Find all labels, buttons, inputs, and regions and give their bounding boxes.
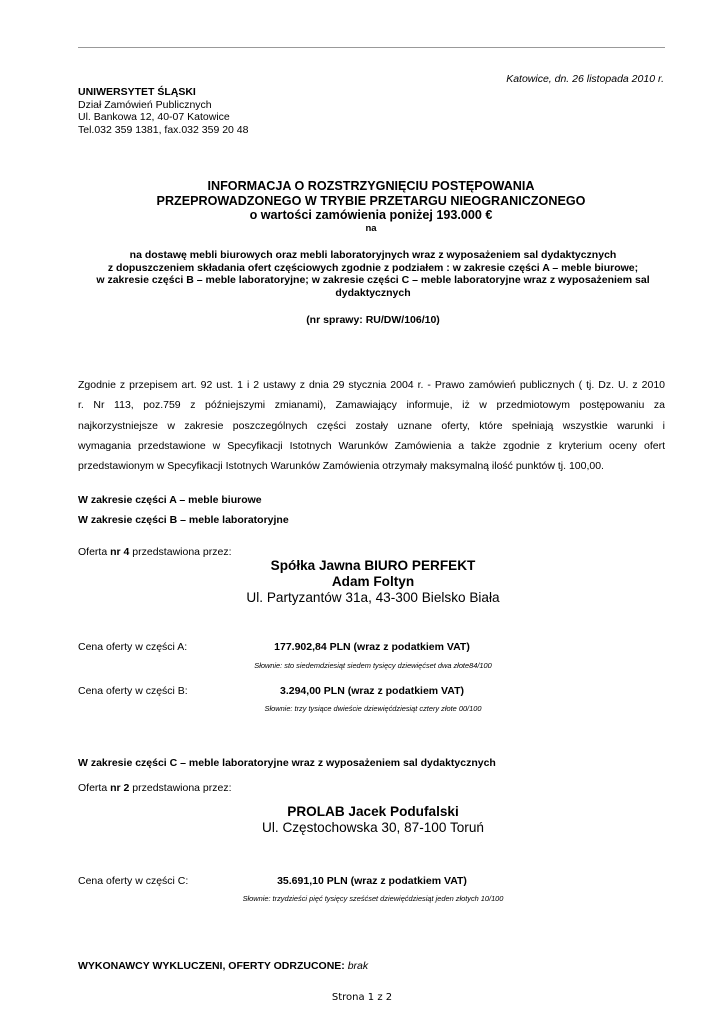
offer-ab-intro [78, 546, 232, 558]
intro-line-5: przedstawionym w Specyfikacji Istotnych Warunków Zamówienia otrzymały maksymalną ilość punktów tj. 100,00. [78, 460, 604, 473]
section-a-heading: W zakresie części A – meble biurowe [78, 494, 262, 506]
section-b-heading: W zakresie części B – meble laboratoryjne [78, 514, 289, 526]
winner-c-name: PROLAB Jacek Podufalski [287, 804, 459, 819]
case-number: (nr sprawy: RU/DW/106/10) [306, 314, 440, 326]
price-b-label: Cena oferty w części B: [78, 685, 188, 697]
sender-block [78, 86, 248, 136]
page-number: Strona 1 z 2 [331, 992, 393, 1003]
subject-line-1: na dostawę mebli biurowych oraz mebli laboratoryjnych wraz z wyposażeniem sal dydaktycznych [129, 249, 617, 261]
intro-paragraph [78, 375, 665, 476]
price-a-label: Cena oferty w części A: [78, 641, 188, 653]
offer-ab-prefix: Oferta [78, 546, 111, 558]
price-c-words: Słownie: trzydzieści pięć tysięcy sześćset dziewięćdziesiąt jeden złotych 10/100 [242, 894, 504, 903]
sender-phone: Tel.032 359 1381, fax.032 359 20 48 [78, 123, 249, 136]
offer-c-prefix: Oferta [78, 782, 111, 794]
title-line-2: PRZEPROWADZONEGO W TRYBIE PRZETARGU NIEOGRANICZONEGO [156, 193, 586, 208]
section-c-heading: W zakresie części C – meble laboratoryjne wraz z wyposażeniem sal dydaktycznych [78, 757, 496, 769]
sender-org: UNIWERSYTET ŚLĄSKI [78, 86, 196, 98]
header-rule [78, 47, 665, 48]
offer-ab-number: nr 4 [110, 546, 130, 558]
subject-line-2: z dopuszczeniem składania ofert częściowych zgodnie z podziałem : w zakresie części A – meble biurowe; [107, 261, 639, 274]
intro-line-1: Zgodnie z przepisem art. 92 ust. 1 i 2 ustawy z dnia 29 stycznia 2004 r. - Prawo zamówień publicznych ( tj. Dz. U. z 2010 [78, 379, 665, 391]
winner-ab-address: Ul. Partyzantów 31a, 43-300 Bielsko Biała [246, 590, 500, 605]
intro-line-2: r. Nr 113, poz.759 z późniejszymi zmianami), Zamawiający informuje, iż w przedmiotowym postępowaniu za [78, 399, 665, 412]
price-c-value: 35.691,10 PLN (wraz z podatkiem VAT) [277, 875, 467, 887]
title-line-3: o wartości zamówienia poniżej 193.000 € [249, 208, 493, 223]
intro-line-3: najkorzystniejsze w zakresie poszczególnych części zostały uznane oferty, które spełniają wszystkie warunki i [78, 419, 665, 432]
subject-line-4: dydaktycznych [335, 286, 411, 299]
price-c-label: Cena oferty w części C: [78, 875, 189, 887]
price-b-words: Słownie: trzy tysiące dwieście dziewięćdziesiąt cztery złote 00/100 [264, 704, 482, 713]
sender-dept: Dział Zamówień Publicznych [78, 98, 212, 111]
offer-c-number: nr 2 [110, 782, 130, 794]
price-a-value: 177.902,84 PLN (wraz z podatkiem VAT) [274, 641, 470, 653]
offer-c-intro [78, 782, 232, 794]
excluded-value: brak [347, 960, 369, 972]
winner-c-address: Ul. Częstochowska 30, 87-100 Toruń [262, 820, 484, 835]
subject-line-3: w zakresie części B – meble laboratoryjne; w zakresie części C – meble laboratoryjne wraz z wyposażeniem sal [96, 274, 650, 286]
winner-ab-person: Adam Foltyn [331, 574, 415, 589]
offer-ab-suffix: przedstawiona przez: [129, 546, 232, 558]
title-line-4: na [365, 222, 377, 234]
procurement-subject [78, 249, 668, 299]
sender-address: Ul. Bankowa 12, 40-07 Katowice [78, 111, 230, 123]
offer-c-suffix: przedstawiona przez: [129, 782, 232, 794]
document-title [60, 179, 682, 235]
intro-line-4: wymagania przedstawione w Specyfikacji Istotnych Warunków Zamówienia a także zgodnie z kryterium oceny ofert [78, 439, 665, 452]
document-date: Katowice, dn. 26 listopada 2010 r. [506, 73, 664, 85]
price-a-words: Słownie: sto siedemdziesiąt siedem tysięcy dziewięćset dwa złote84/100 [254, 661, 492, 670]
winner-ab-block [78, 558, 668, 606]
winner-c-block [78, 804, 668, 836]
price-b-value: 3.294,00 PLN (wraz z podatkiem VAT) [280, 685, 464, 697]
excluded-bidders [78, 960, 368, 972]
title-line-1: INFORMACJA O ROZSTRZYGNIĘCIU POSTĘPOWANIA [207, 179, 535, 193]
excluded-label: WYKONAWCY WYKLUCZENI, OFERTY ODRZUCONE: [78, 960, 345, 972]
winner-ab-name: Spółka Jawna BIURO PERFEKT [270, 558, 476, 573]
